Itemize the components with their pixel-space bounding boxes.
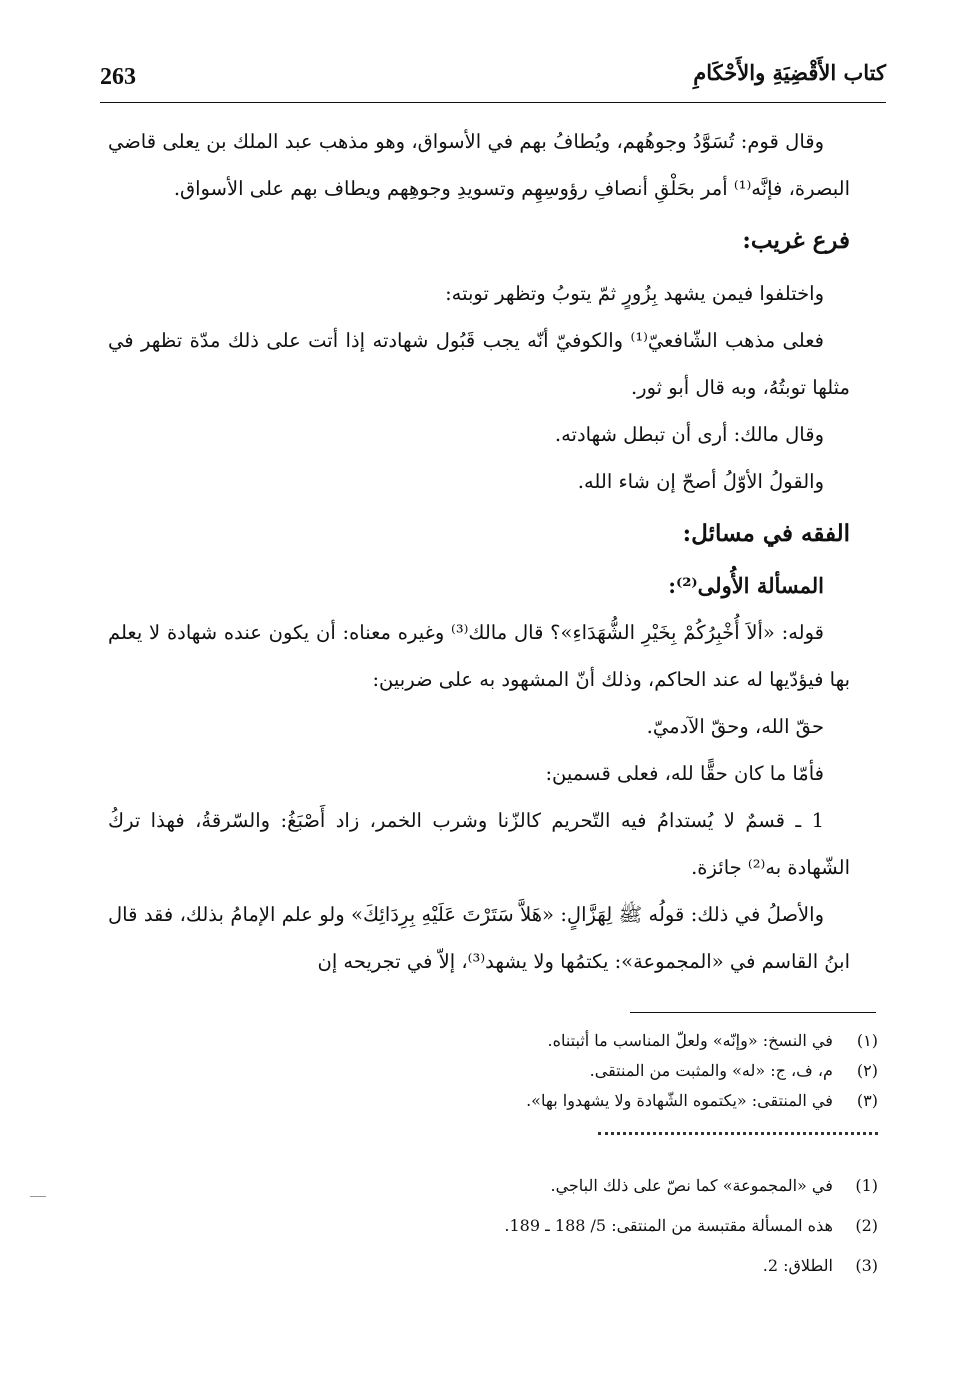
footnote-text: في «المجموعة» كما نصّ على ذلك الباجي. [550, 1176, 833, 1195]
footnotes-editor [504, 1166, 878, 1286]
main-text [108, 118, 850, 985]
running-title: كتاب الأَقْضِيَةِ والأَحْكَامِ [693, 60, 886, 85]
footnote-separator [630, 1012, 876, 1013]
page-header [100, 60, 886, 100]
paragraph-10: والأصلُ في ذلك: قولُه ﷺ لِهَزَّالٍ: «هَلاَّ سَتَرْتَ عَلَيْهِ بِرِدَائِكَ» ولو علم الإمامُ بذلك، فقد قال ابنُ القاسم في «المجموعة»: يكتمُها ولا يشهد⁽³⁾، إلاّ في تجريحه إن [108, 903, 850, 973]
footnote [504, 1166, 878, 1206]
footnote [504, 1206, 878, 1246]
footnote-number: (١) [856, 1031, 878, 1050]
footnote-number: (1) [855, 1176, 878, 1195]
footnote-text: في النسخ: «وإنّه» ولعلّ المناسب ما أثبتناه. [547, 1031, 833, 1050]
footnote-text: هذه المسألة مقتبسة من المنتقى: 5/ 188 ـ 189. [504, 1216, 833, 1235]
paragraph-6: قوله: «ألاَ أُخْبِرُكُمْ بِخَيْرِ الشُّهَدَاءِ»؟ قال مالك⁽³⁾ وغيره معناه: أن يكون عنده شهادة لا يعلم بها فيؤدّيها له عند الحاكم، وذلك أنّ المشهود به على ضربين: [108, 621, 850, 691]
footnote [526, 1026, 878, 1056]
footnote-text: في المنتقى: «يكتموه الشّهادة ولا يشهدوا بها». [526, 1091, 833, 1110]
paragraph-3: فعلى مذهب الشّافعيّ⁽¹⁾ والكوفيّ أنّه يجب قَبُول شهادته إذا أتت على ذلك مدّة تظهر في مثلها توبتُهُ، وبه قال أبو ثور. [108, 329, 850, 399]
footnote-text: م، ف، ج: «له» والمثبت من المنتقى. [589, 1061, 833, 1080]
heading-fiqh: الفقه في مسائل: [682, 520, 850, 547]
footnote [504, 1246, 878, 1286]
footnote-number: (٢) [856, 1061, 878, 1080]
paragraph-4: وقال مالك: أرى أن تبطل شهادته. [554, 423, 824, 446]
footnote [526, 1086, 878, 1116]
paragraph-9: 1 ـ قسمٌ لا يُستدامُ فيه التّحريم كالزّنا وشرب الخمر، زاد أَصْبَغُ: والسّرقةُ، فهذا تركُ الشّهادة به⁽²⁾ جائزة. [108, 809, 850, 879]
paragraph-7: حقّ الله، وحقّ الآدميّ. [646, 715, 824, 738]
footnote-number: (3) [855, 1256, 878, 1275]
footnote-text: الطلاق: 2. [762, 1256, 833, 1275]
paragraph-1: وقال قوم: تُسَوَّدُ وجوهُهم، ويُطافُ بهم في الأسواق، وهو مذهب عبد الملك بن يعلى قاضي البصرة، فإنَّه⁽¹⁾ أمر بحَلْقِ أنصافِ رؤوسِهِم وتسويدِ وجوهِهم ويطاف بهم على الأسواق. [108, 130, 850, 200]
dotted-separator [598, 1132, 878, 1135]
heading-masala-ula: المسألة الأُولى⁽²⁾: [668, 573, 824, 598]
heading-faraa-gharib: فرع غريب: [742, 227, 850, 254]
footnotes-manuscript [526, 1026, 878, 1116]
margin-mark [30, 1196, 46, 1197]
paragraph-2: واختلفوا فيمن يشهد بِزُورٍ ثمّ يتوبُ وتظهر توبته: [445, 282, 824, 305]
paragraph-8: فأمّا ما كان حقًّا لله، فعلى قسمين: [545, 762, 824, 785]
header-rule [100, 102, 886, 103]
footnote-number: (2) [855, 1216, 878, 1235]
footnote-number: (٣) [856, 1091, 878, 1110]
page-number: 263 [100, 64, 136, 90]
footnote [526, 1056, 878, 1086]
paragraph-5: والقولُ الأوّلُ أصحّ إن شاء الله. [577, 470, 824, 493]
